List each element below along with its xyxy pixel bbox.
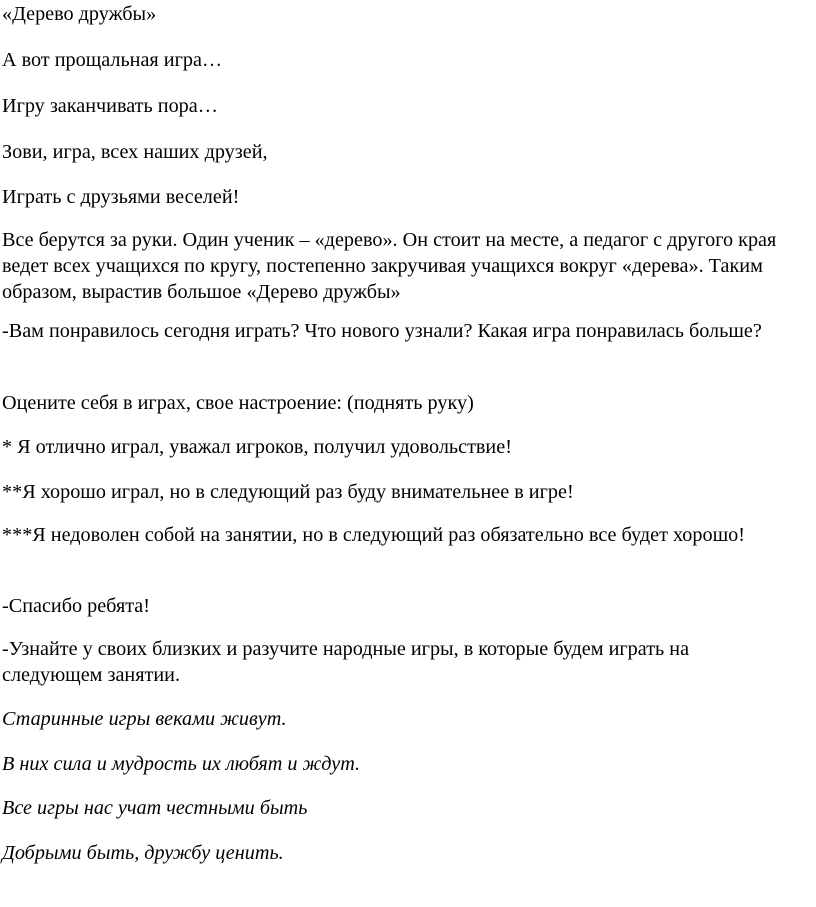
homework-paragraph: -Узнайте у своих близких и разучите народные игры, в которые будем играть на следующем занятии.: [2, 638, 690, 686]
poem-line: Старинные игры веками живут.: [2, 708, 287, 730]
question-paragraph: -Вам понравилось сегодня играть? Что нового узнали? Какая игра понравилась больше?: [2, 320, 762, 342]
rating-item: * Я отлично играл, уважал игроков, получил удовольствие!: [2, 436, 512, 458]
document-title: «Дерево дружбы»: [2, 3, 157, 25]
rating-item: **Я хорошо играл, но в следующий раз буду внимательнее в игре!: [2, 481, 574, 503]
self-assessment-instruction: Оцените себя в играх, свое настроение: (поднять руку): [2, 392, 474, 414]
poem-line: Все игры нас учат честными быть: [2, 797, 308, 819]
verse-line: Играть с друзьями веселей!: [2, 186, 240, 208]
poem-line: В них сила и мудрость их любят и ждут.: [2, 753, 361, 775]
verse-line: Зови, игра, всех наших друзей,: [2, 141, 268, 163]
poem-line: Добрыми быть, дружбу ценить.: [2, 842, 284, 864]
rating-item: ***Я недоволен собой на занятии, но в следующий раз обязательно все будет хорошо!: [2, 524, 745, 546]
thanks-line: -Спасибо ребята!: [2, 595, 150, 617]
verse-line: А вот прощальная игра…: [2, 49, 223, 71]
game-description: Все берутся за руки. Один ученик – «дерево». Он стоит на месте, а педагог с другого края ведет всех учащихся по кругу, постепенно закручивая учащихся вокруг «дерева». Таким образом, вырастив большое «Дерево дружбы»: [2, 229, 777, 303]
verse-line: Игру заканчивать пора…: [2, 95, 218, 117]
